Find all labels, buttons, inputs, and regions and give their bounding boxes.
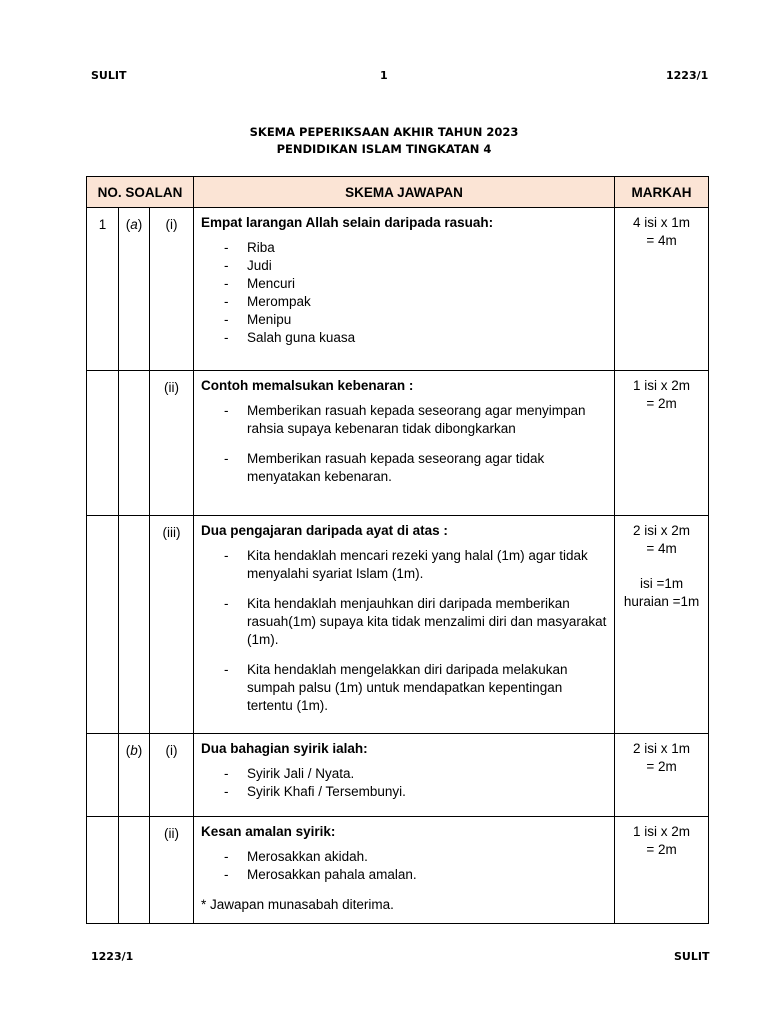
column-header-answer-scheme: SKEMA JAWAPAN (194, 177, 615, 208)
marks-formula: 1 isi x 2m (633, 824, 691, 839)
answer-note: * Jawapan munasabah diterima. (201, 897, 394, 912)
question-part: (b) (119, 734, 150, 817)
answer-heading: Dua bahagian syirik ialah: (201, 741, 368, 756)
marks-cell (615, 516, 709, 734)
answer-heading: Empat larangan Allah selain daripada rasuah: (201, 215, 494, 230)
column-header-question-no: NO. SOALAN (87, 177, 194, 208)
list-item: - Memberikan rasuah kepada seseorang agar menyimpan rahsia supaya kebenaran tidak dibongkarkan (201, 402, 608, 438)
marks-cell (615, 734, 709, 817)
table-row (87, 734, 709, 817)
answer-heading: Dua pengajaran daripada ayat di atas : (201, 523, 448, 538)
answer-list (201, 402, 608, 486)
list-item: - Judi (201, 257, 608, 275)
answer-cell (194, 208, 615, 371)
paper-code: 1223/1 (666, 69, 709, 82)
footer-paper-code: 1223/1 (91, 950, 134, 963)
column-header-marks: MARKAH (615, 177, 709, 208)
marks-formula: 1 isi x 2m (633, 378, 691, 393)
marks-point-note: isi =1m (639, 576, 684, 591)
list-item: - Salah guna kuasa (201, 329, 608, 347)
marks-formula: 2 isi x 2m (633, 523, 691, 538)
answer-cell (194, 817, 615, 924)
list-item: - Kita hendaklah mencari rezeki yang halal (1m) agar tidak menyalahi syariat Islam (1m). (201, 547, 608, 583)
table-row (87, 371, 709, 516)
question-subpart: (iii) (150, 516, 194, 734)
document-subtitle: PENDIDIKAN ISLAM TINGKATAN 4 (276, 142, 492, 156)
marks-formula: 4 isi x 1m (633, 215, 691, 230)
answer-heading: Contoh memalsukan kebenaran : (201, 378, 414, 393)
list-item: - Syirik Jali / Nyata. (201, 765, 608, 783)
footer-confidential-label: SULIT (674, 950, 710, 963)
list-item: - Merosakkan pahala amalan. (201, 866, 608, 884)
answer-cell (194, 516, 615, 734)
answer-cell (194, 371, 615, 516)
question-subpart: (ii) (150, 371, 194, 516)
question-subpart: (i) (150, 208, 194, 371)
marks-cell (615, 371, 709, 516)
answer-list (201, 547, 608, 715)
list-item: - Menipu (201, 311, 608, 329)
list-item: - Kita hendaklah mengelakkan diri daripada melakukan sumpah palsu (1m) untuk mendapatkan kepentingan tertentu (1m). (201, 661, 608, 715)
marks-total: = 2m (646, 759, 677, 774)
answer-heading: Kesan amalan syirik: (201, 824, 336, 839)
marks-total: = 4m (646, 233, 677, 248)
list-item: - Syirik Khafi / Tersembunyi. (201, 783, 608, 801)
question-part: (a) (119, 208, 150, 371)
header-confidential-label: SULIT (91, 69, 127, 82)
marks-cell (615, 208, 709, 371)
page-number: 1 (380, 69, 388, 82)
table-row (87, 516, 709, 734)
list-item: - Merosakkan akidah. (201, 848, 608, 866)
answer-cell (194, 734, 615, 817)
answer-list (201, 848, 608, 884)
document-title: SKEMA PEPERIKSAAN AKHIR TAHUN 2023 (249, 125, 519, 139)
marks-total: = 2m (646, 396, 677, 411)
marks-total: = 2m (646, 842, 677, 857)
list-item: - Memberikan rasuah kepada seseorang agar tidak menyatakan kebenaran. (201, 450, 608, 486)
answer-list (201, 765, 608, 801)
list-item: - Merompak (201, 293, 608, 311)
answer-list (201, 239, 608, 347)
list-item: - Kita hendaklah menjauhkan diri daripada memberikan rasuah(1m) supaya kita tidak menzalimi diri dan masyarakat (1m). (201, 595, 608, 649)
answer-scheme-table (86, 176, 709, 924)
table-row (87, 817, 709, 924)
question-number: 1 (87, 208, 119, 371)
table-header-row (87, 177, 709, 208)
question-subpart: (ii) (150, 817, 194, 924)
marks-formula: 2 isi x 1m (633, 741, 691, 756)
marks-elaboration-note: huraian =1m (623, 594, 700, 609)
list-item: - Riba (201, 239, 608, 257)
question-subpart: (i) (150, 734, 194, 817)
list-item: - Mencuri (201, 275, 608, 293)
marks-total: = 4m (646, 541, 677, 556)
marks-cell (615, 817, 709, 924)
table-row (87, 208, 709, 371)
